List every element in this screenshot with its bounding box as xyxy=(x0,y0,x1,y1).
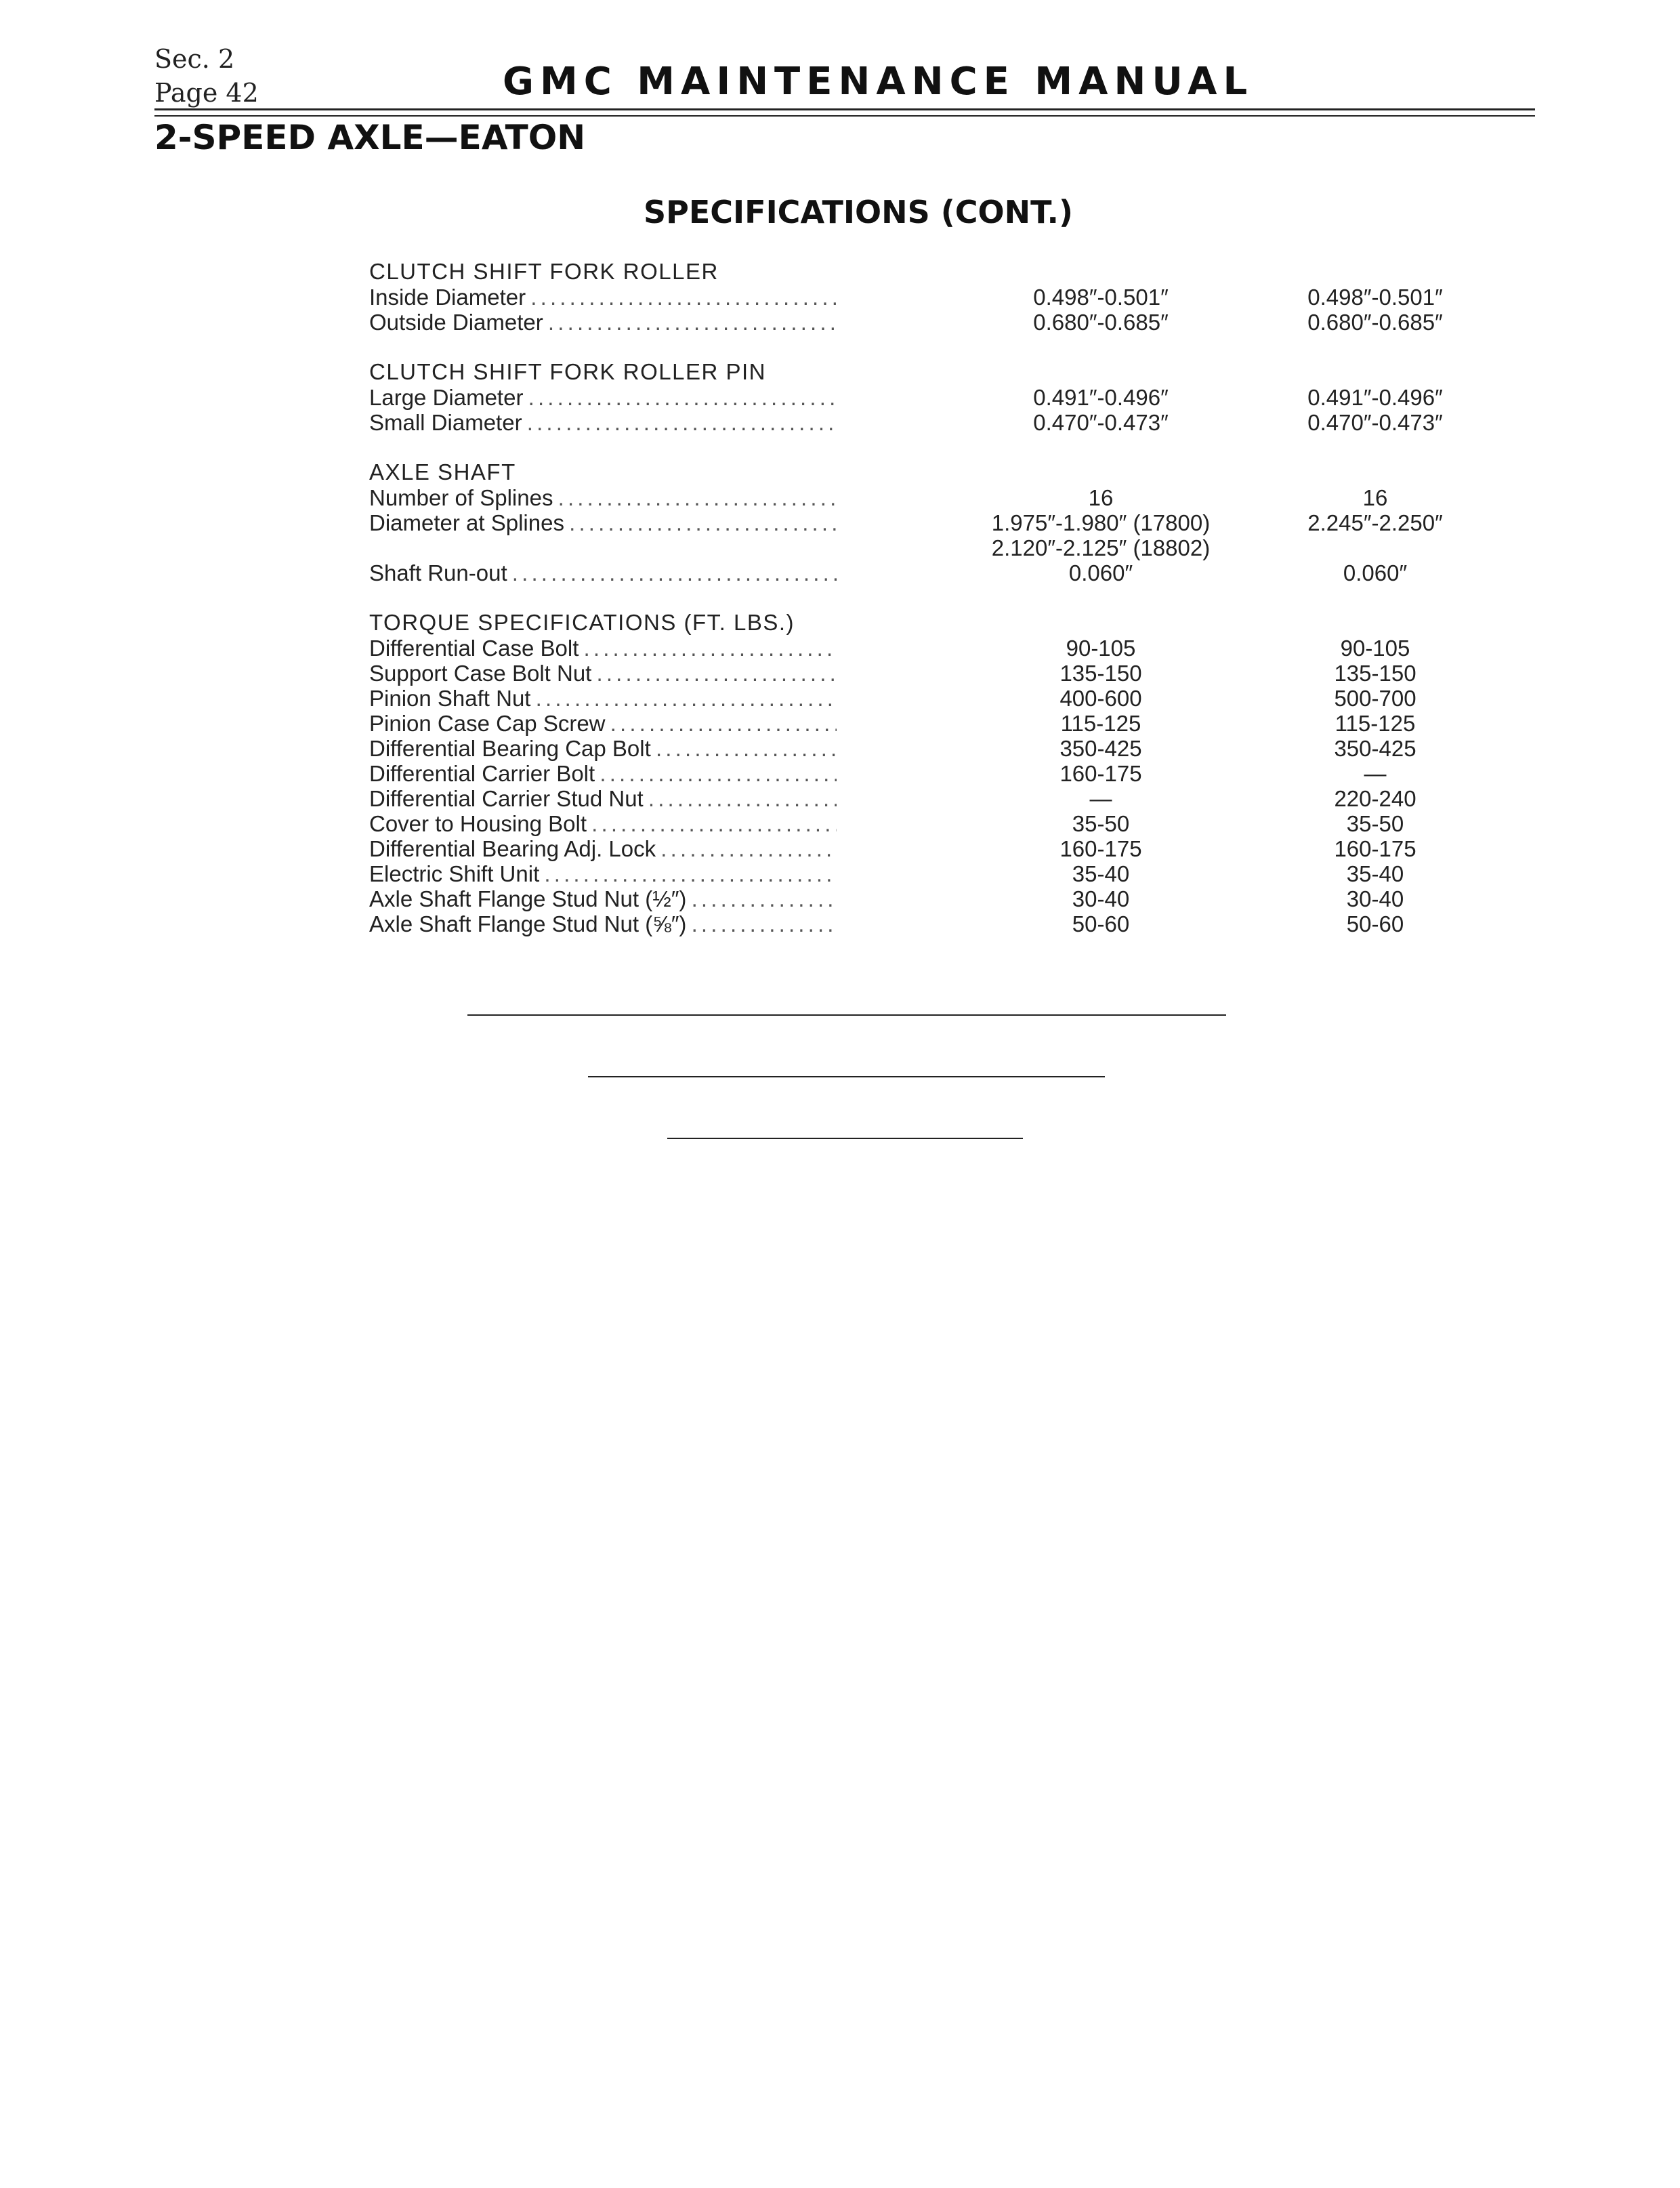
spec-row xyxy=(369,886,1404,911)
spec-label: Differential Bearing Cap Bolt . . . xyxy=(369,736,837,761)
spec-value-col2: 90-105 xyxy=(1340,636,1410,661)
spec-value-col1: 160-175 xyxy=(1059,836,1142,861)
spec-value-col1: 0.470″-0.473″ xyxy=(1033,410,1169,435)
section-title: 2-SPEED AXLE—EATON xyxy=(154,118,586,157)
section-number: Sec. 2 xyxy=(154,44,235,74)
spec-label: Cover to Housing Bolt . . . xyxy=(369,811,837,836)
spec-row xyxy=(369,811,1404,836)
spec-value-col1: 30-40 xyxy=(1072,886,1130,911)
spec-label: Outside Diameter . . . xyxy=(369,310,837,335)
spec-label: Pinion Case Cap Screw . . . xyxy=(369,711,837,736)
spec-label: Diameter at Splines . . . xyxy=(369,510,837,535)
spec-value-col1: 1.975″-1.980″ (17800) 2.120″-2.125″ (18802) xyxy=(991,510,1211,560)
spec-label: Small Diameter . . . xyxy=(369,410,837,435)
spec-row xyxy=(369,836,1416,861)
spec-value-col1: 50-60 xyxy=(1072,911,1130,936)
spec-label: Axle Shaft Flange Stud Nut (½″) . . . xyxy=(369,886,837,911)
spec-row xyxy=(369,310,1443,335)
spec-label: Differential Bearing Adj. Lock . . . xyxy=(369,836,837,861)
spec-row xyxy=(369,861,1404,886)
spec-label: Number of Splines . . . xyxy=(369,485,837,510)
spec-label: Inside Diameter . . . xyxy=(369,285,837,310)
spec-label: Differential Carrier Bolt . . . xyxy=(369,761,837,786)
spec-value-col2: 2.245″-2.250″ xyxy=(1307,510,1443,535)
spec-value-col1: 350-425 xyxy=(1059,736,1142,761)
spec-label: Differential Case Bolt . . . xyxy=(369,636,837,661)
spec-row xyxy=(369,385,1443,410)
spec-label: Support Case Bolt Nut . . . xyxy=(369,661,837,686)
spec-label: Differential Carrier Stud Nut . . . xyxy=(369,786,837,811)
spec-label: Axle Shaft Flange Stud Nut (⅝″) . . . xyxy=(369,911,837,936)
spec-value-col1: 135-150 xyxy=(1059,661,1142,686)
spec-value-col2: 16 xyxy=(1362,485,1388,510)
spec-label: Electric Shift Unit . . . xyxy=(369,861,837,886)
group-title: AXLE SHAFT xyxy=(369,459,516,484)
spec-label: Large Diameter . . . xyxy=(369,385,837,410)
spec-value-col1: 115-125 xyxy=(1060,711,1141,736)
spec-group-clutch-shift-fork-roller xyxy=(369,259,1443,335)
spec-value-col2: 350-425 xyxy=(1334,736,1416,761)
spec-row xyxy=(369,285,1443,310)
spec-value-col1: — xyxy=(1089,786,1112,811)
page-number: Page 42 xyxy=(154,78,259,108)
end-rule-medium xyxy=(588,1076,1105,1077)
end-rule-long xyxy=(467,1014,1226,1016)
spec-row xyxy=(369,510,1443,560)
spec-value-col2: 30-40 xyxy=(1346,886,1404,911)
spec-value-col2: 0.470″-0.473″ xyxy=(1307,410,1443,435)
group-title: CLUTCH SHIFT FORK ROLLER PIN xyxy=(369,359,766,384)
spec-row xyxy=(369,786,1416,811)
spec-label: Shaft Run-out . . . xyxy=(369,560,837,585)
spec-row xyxy=(369,560,1408,585)
spec-value-col1: 0.060″ xyxy=(1068,560,1133,585)
spec-value-col2: 0.060″ xyxy=(1343,560,1408,585)
spec-value-col1: 35-40 xyxy=(1072,861,1130,886)
spec-value-col1: 0.498″-0.501″ xyxy=(1033,285,1169,310)
spec-value-col2: 35-40 xyxy=(1346,861,1404,886)
spec-value-col2: 160-175 xyxy=(1334,836,1416,861)
manual-title: GMC MAINTENANCE MANUAL xyxy=(503,60,1254,104)
spec-row xyxy=(369,485,1388,510)
specifications-table xyxy=(369,259,1443,961)
group-title: TORQUE SPECIFICATIONS (FT. LBS.) xyxy=(369,610,795,635)
spec-label: Pinion Shaft Nut . . . xyxy=(369,686,837,711)
spec-value-col2: 0.498″-0.501″ xyxy=(1307,285,1443,310)
header-rule-thick xyxy=(154,108,1535,110)
end-rule-short xyxy=(667,1138,1023,1139)
spec-group-torque-specifications xyxy=(369,610,1416,936)
spec-heading: SPECIFICATIONS (CONT.) xyxy=(644,194,1073,230)
spec-value-col2: 115-125 xyxy=(1335,711,1416,736)
spec-row xyxy=(369,911,1404,936)
spec-value-col1: 0.491″-0.496″ xyxy=(1033,385,1169,410)
spec-group-clutch-shift-fork-roller-pin xyxy=(369,359,1443,435)
spec-row xyxy=(369,410,1443,435)
spec-row xyxy=(369,661,1416,686)
spec-value-col1: 90-105 xyxy=(1066,636,1136,661)
spec-value-col2: 0.491″-0.496″ xyxy=(1307,385,1443,410)
section-page-block xyxy=(154,42,259,110)
spec-value-col2: 500-700 xyxy=(1334,686,1416,711)
spec-value-col2: 220-240 xyxy=(1334,786,1416,811)
spec-row xyxy=(369,686,1416,711)
header-rule-thin xyxy=(154,115,1535,117)
spec-value-col1: 16 xyxy=(1088,485,1114,510)
spec-group-axle-shaft xyxy=(369,459,1443,585)
group-title: CLUTCH SHIFT FORK ROLLER xyxy=(369,259,719,284)
spec-value-col1: 160-175 xyxy=(1059,761,1142,786)
spec-row xyxy=(369,711,1416,736)
spec-value-col1: 0.680″-0.685″ xyxy=(1033,310,1169,335)
spec-row xyxy=(369,736,1416,761)
spec-value-col1: 400-600 xyxy=(1059,686,1142,711)
spec-value-col2: 0.680″-0.685″ xyxy=(1307,310,1443,335)
spec-value-col2: — xyxy=(1364,761,1387,786)
spec-row xyxy=(369,761,1385,786)
spec-value-col2: 35-50 xyxy=(1346,811,1404,836)
spec-row xyxy=(369,636,1410,661)
spec-value-col2: 50-60 xyxy=(1346,911,1404,936)
spec-value-col2: 135-150 xyxy=(1334,661,1416,686)
spec-value-col1: 35-50 xyxy=(1072,811,1130,836)
